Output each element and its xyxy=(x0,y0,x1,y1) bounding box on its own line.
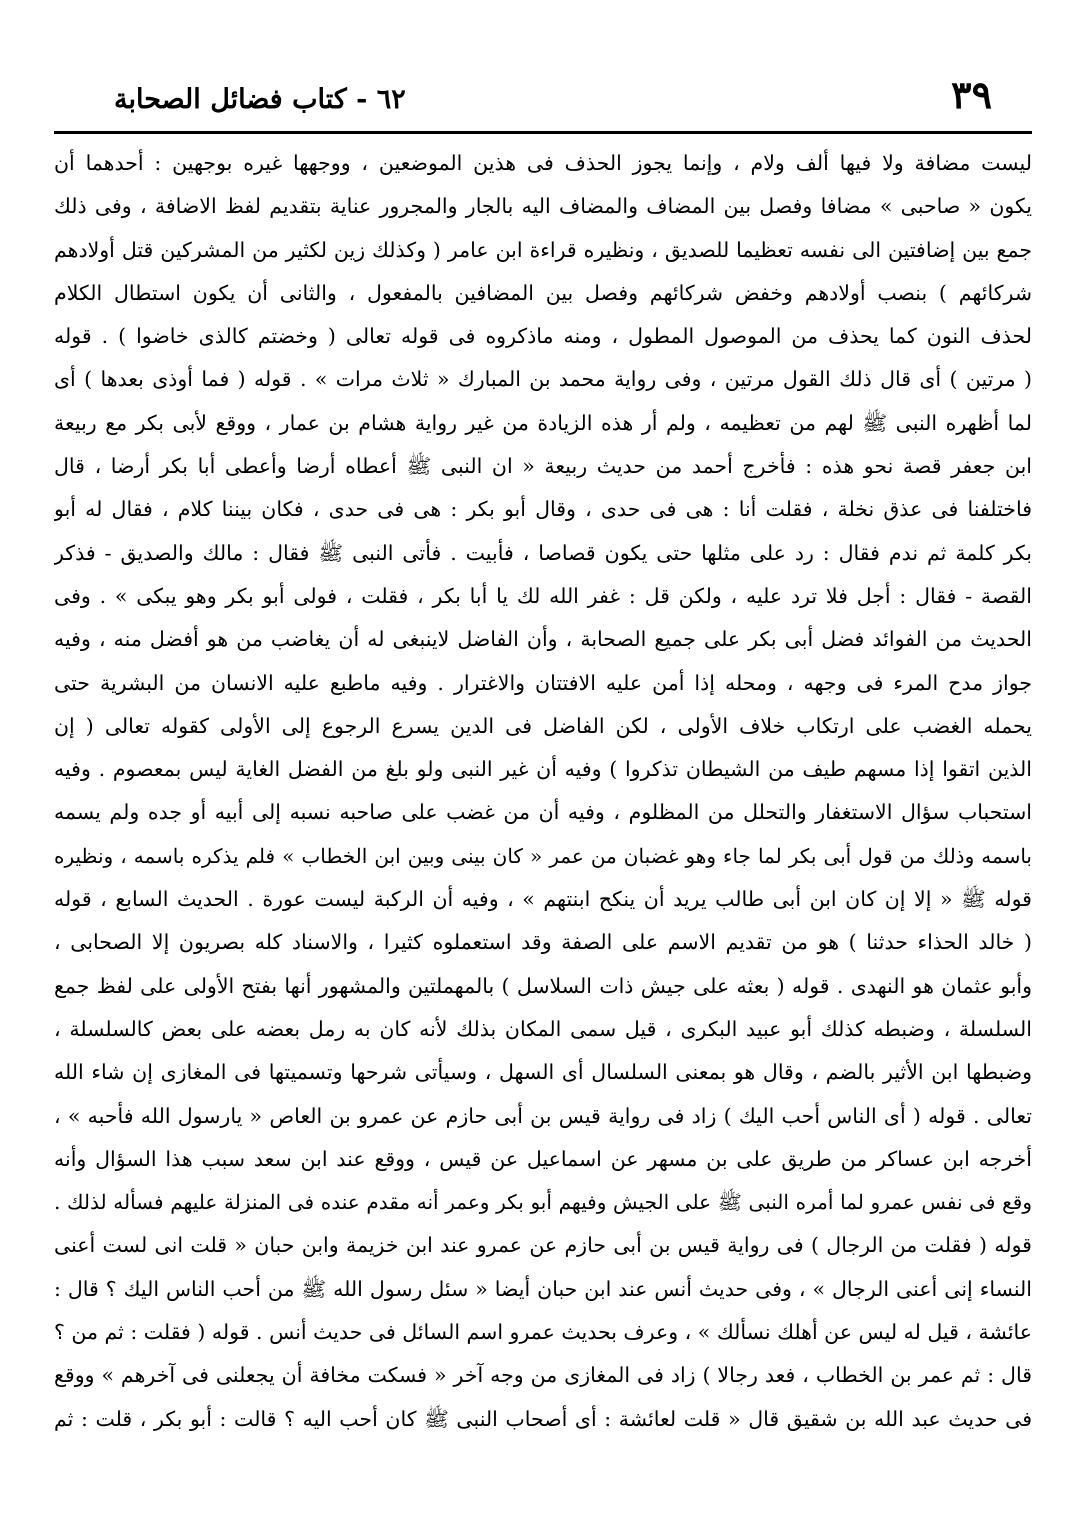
text-line: جمع بين إضافتين الى نفسه تعظيما للصديق ، ونظيره قراءة ابن عامر ( وكذلك زين لكثير من المشركين قتل أولادهم xyxy=(54,237,1032,262)
text-line: يكون « صاحبى » مضافا وفصل بين المضاف والمضاف اليه بالجار والمجرور عناية بتقديم لفظ الاضافة ، وفى ذلك xyxy=(54,194,1032,219)
text-line: فى حديث عبد الله بن شقيق قال « قلت لعائشة : أى أصحاب النبى ﷺ كان أحب اليه ؟ قالت : أبو بكر ، قلت : ثم xyxy=(54,1406,1032,1431)
text-line: وقع فى نفس عمرو لما أمره النبى ﷺ على الجيش وفيهم أبو بكر وعمر أنه مقدم عنده فى المنزلة عليهم فسأله لذلك . xyxy=(54,1190,1032,1215)
text-line: النساء إنى أعنى الرجال » ، وفى حديث أنس عند ابن حبان أيضا « سئل رسول الله ﷺ من أحب الناس اليك ؟ قال : xyxy=(54,1276,1032,1301)
page-number: ٣٩ xyxy=(951,72,992,117)
text-line: باسمه وذلك من قول أبى بكر لما جاء وهو غضبان من عمر « كان بينى وبين ابن الخطاب » فلم يذكره باسمه ، ونظيره xyxy=(54,843,1032,868)
text-line: القصة - فقال : أجل فلا ترد عليه ، ولكن قل : غفر الله لك يا أبا بكر ، فقلت ، فولى أبو بكر وهو يبكى » . وفى xyxy=(54,583,1032,608)
text-line: ابن جعفر قصة نحو هذه : فأخرج أحمد من حديث ربيعة « ان النبى ﷺ أعطاه أرضا وأعطى أبا بكر أرضا ، قال xyxy=(54,454,1032,479)
text-line: قوله ﷺ « إلا إن كان ابن أبى طالب يريد أن ينكح ابنتهم » ، وفيه أن الركبة ليست عورة . الحديث السابع ، قوله xyxy=(54,887,1032,912)
text-line: ليست مضافة ولا فيها ألف ولام ، وإنما يجوز الحذف فى هذين الموضعين ، ووجهها غيره بوجهين : أحدهما أن xyxy=(54,151,1032,175)
text-line: الذين اتقوا إذا مسهم طيف من الشيطان تذكروا ) وفيه أن غير النبى ولو بلغ من الفضل الغاية ليس بمعصوم . وفيه xyxy=(54,757,1032,782)
running-title: ٦٢ - كتاب فضائل الصحابة xyxy=(114,84,406,115)
text-line: ( خالد الحذاء حدثنا ) هو من تقديم الاسم على الصفة وقد استعملوه كثيرا ، والاسناد كله بصريون إلا الصحابى ، xyxy=(54,930,1032,955)
text-line: يحمله الغضب على ارتكاب خلاف الأولى ، لكن الفاضل فى الدين يسرع الرجوع إلى الأولى كقوله تعالى ( إن xyxy=(54,713,1032,738)
page-header xyxy=(54,72,1032,130)
text-line: وضبطها ابن الأثير بالضم ، وقال هو بمعنى السلسال أى السهل ، وسيأتى شرحها وتسميتها فى المغازى إن شاء الله xyxy=(54,1060,1032,1085)
text-line: شركائهم ) بنصب أولادهم وخفض شركائهم وفصل بين المضافين بالمفعول ، والثانى أن يكون استطال الكلام xyxy=(54,280,1032,305)
text-line: ( مرتين ) أى قال ذلك القول مرتين ، وفى رواية محمد بن المبارك « ثلاث مرات » . قوله ( فما أوذى بعدها ) أى xyxy=(54,367,1032,392)
text-line: السلسلة ، وضبطه كذلك أبو عبيد البكرى ، قيل سمى المكان بذلك لأنه كان به رمل بعضه على بعض كالسلسلة ، xyxy=(54,1016,1032,1041)
text-line: الحديث من الفوائد فضل أبى بكر على جميع الصحابة ، وأن الفاضل لاينبغى له أن يغاضب من هو أفضل منه ، وفيه xyxy=(54,627,1032,652)
text-line: قال : ثم عمر بن الخطاب ، فعد رجالا ) زاد فى المغازى من وجه آخر « فسكت مخافة أن يجعلنى فى آخرهم » ووقع xyxy=(54,1363,1032,1388)
text-line: وأبو عثمان هو النهدى . قوله ( بعثه على جيش ذات السلاسل ) بالمهملتين والمشهور أنها بفتح الأولى على لفظ جمع xyxy=(54,973,1032,998)
text-line: قوله ( فقلت من الرجال ) فى رواية قيس بن أبى حازم عن عمرو عند ابن خزيمة وابن حبان « قلت انى لست أعنى xyxy=(54,1233,1032,1258)
text-line: تعالى . قوله ( أى الناس أحب اليك ) زاد فى رواية قيس بن أبى حازم عن عمرو بن العاص « يارسول الله فأحبه » ، xyxy=(54,1103,1032,1128)
header-rule xyxy=(54,131,1032,134)
text-line: عائشة ، قيل له ليس عن أهلك نسألك » ، وعرف بحديث عمرو اسم السائل فى حديث أنس . قوله ( فقلت : ثم من ؟ xyxy=(54,1320,1032,1345)
text-line: جواز مدح المرء فى وجهه ، ومحله إذا أمن عليه الافتتان والاغترار . وفيه ماطبع عليه الانسان من البشرية حتى xyxy=(54,670,1032,695)
text-line: لما أظهره النبى ﷺ لهم من تعظيمه ، ولم أر هذه الزيادة من غير رواية هشام بن عمار ، ووقع لأبى بكر مع ربيعة xyxy=(54,410,1032,435)
text-line: أخرجه ابن عساكر من طريق على بن مسهر عن اسماعيل عن قيس ، ووقع عند ابن سعد سبب هذا السؤال وأنه xyxy=(54,1146,1032,1171)
text-line: لحذف النون كما يحذف من الموصول المطول ، ومنه ماذكروه فى قوله تعالى ( وخضتم كالذى خاضوا ) . قوله xyxy=(54,324,1032,349)
text-body xyxy=(54,142,1032,1441)
text-line: استحباب سؤال الاستغفار والتحلل من المظلوم ، وفيه أن من غضب على صاحبه نسبه إلى أبيه أو جده ولم يسمه xyxy=(54,800,1032,825)
text-line: بكر كلمة ثم ندم فقال : رد على مثلها حتى يكون قصاصا ، فأبيت . فأتى النبى ﷺ فقال : مالك والصديق - فذكر xyxy=(54,540,1032,565)
text-line: فاختلفنا فى عذق نخلة ، فقلت أنا : هى فى حدى ، وقال أبو بكر : هى فى حدى ، فكان بيننا كلام ، فقال له أبو xyxy=(54,497,1032,522)
